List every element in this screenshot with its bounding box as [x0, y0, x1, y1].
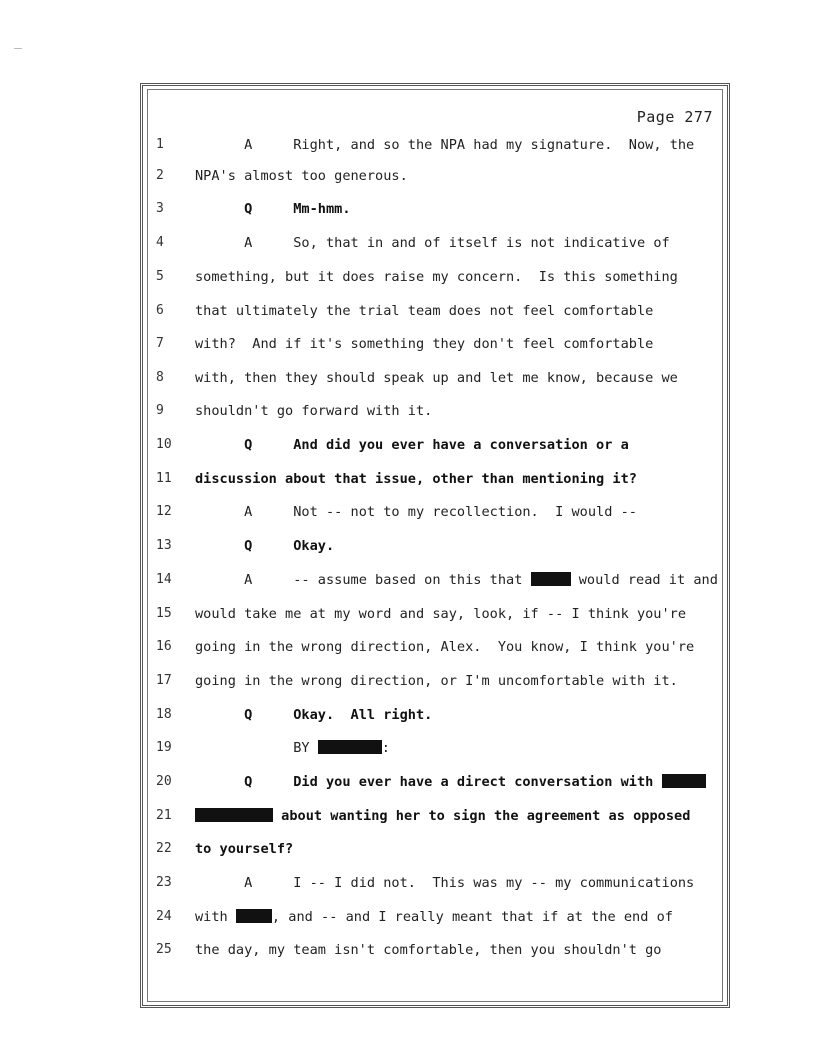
line-number: 14	[156, 572, 172, 587]
line-number: 9	[156, 403, 164, 418]
line-number: 7	[156, 336, 164, 351]
line-number: 23	[156, 875, 172, 890]
line-text: Not -- not to my recollection. I would --	[293, 504, 637, 520]
transcript-line	[195, 740, 390, 756]
transcript-line	[195, 137, 694, 153]
transcript-line	[195, 235, 670, 251]
redaction-block	[236, 909, 272, 923]
speaker-prefix: Q	[195, 707, 294, 723]
speaker-prefix: A	[195, 875, 294, 891]
line-text: with? And if it's something they don't feel comfortable	[195, 336, 654, 352]
transcript-line	[195, 269, 678, 285]
line-number: 12	[156, 504, 172, 519]
speaker-prefix: Q	[195, 437, 294, 453]
line-number: 4	[156, 235, 164, 250]
transcript-line	[195, 336, 653, 352]
redaction-block	[531, 572, 571, 586]
line-number: 3	[156, 201, 164, 216]
line-number: 21	[156, 808, 172, 823]
line-text: , and -- and I really meant that if at the end of	[271, 909, 673, 925]
line-number: 15	[156, 606, 172, 621]
line-number: 10	[156, 437, 172, 452]
line-number: 2	[156, 168, 164, 183]
transcript-line	[195, 673, 678, 689]
transcript-line	[195, 942, 662, 958]
transcript-line	[195, 303, 653, 319]
transcript-line	[195, 471, 637, 487]
line-text: Okay. All right.	[293, 707, 433, 723]
speaker-prefix: A	[195, 137, 294, 153]
line-text: about wanting her to sign the agreement as opposed	[273, 808, 691, 824]
line-number: 24	[156, 909, 172, 924]
line-number: 20	[156, 774, 172, 789]
line-text: NPA's almost too generous.	[195, 168, 408, 184]
line-text: I -- I did not. This was my -- my communications	[293, 875, 695, 891]
line-text: Mm-hmm.	[293, 201, 351, 217]
transcript-line	[195, 437, 629, 453]
line-number: 16	[156, 639, 172, 654]
transcript-line	[195, 808, 690, 824]
speaker-prefix: A	[195, 572, 294, 588]
line-text: going in the wrong direction, or I'm uncomfortable with it.	[195, 673, 678, 689]
line-text: discussion about that issue, other than mentioning it?	[195, 471, 637, 487]
transcript-line	[195, 875, 694, 891]
line-text: So, that in and of itself is not indicative of	[293, 235, 670, 251]
line-text: with	[195, 909, 236, 925]
speaker-prefix: Q	[195, 774, 294, 790]
line-number: 18	[156, 707, 172, 722]
line-number: 11	[156, 471, 172, 486]
line-number: 5	[156, 269, 164, 284]
line-number: 6	[156, 303, 164, 318]
page-number: Page 277	[636, 108, 713, 126]
line-text: going in the wrong direction, Alex. You know, I think you're	[195, 639, 695, 655]
transcript-line	[195, 639, 694, 655]
line-text: would read it and	[570, 572, 718, 588]
line-text: shouldn't go forward with it.	[195, 403, 433, 419]
line-number: 25	[156, 942, 172, 957]
line-text: that ultimately the trial team does not feel comfortable	[195, 303, 654, 319]
redaction-block	[195, 808, 273, 822]
line-number: 8	[156, 370, 164, 385]
scan-mark	[14, 48, 22, 49]
line-text: to yourself?	[195, 841, 294, 857]
line-number: 1	[156, 137, 164, 152]
line-text: with, then they should speak up and let me know, because we	[195, 370, 678, 386]
transcript-line	[195, 572, 718, 588]
transcript-line	[195, 201, 351, 217]
transcript-line	[195, 370, 678, 386]
line-number: 19	[156, 740, 172, 755]
line-text: Okay.	[293, 538, 335, 554]
speaker-prefix	[195, 740, 293, 756]
line-text: BY	[293, 740, 318, 756]
line-text: Did you ever have a direct conversation with	[293, 774, 662, 790]
line-text: -- assume based on this that	[293, 572, 531, 588]
transcript-line	[195, 504, 637, 520]
transcript-line	[195, 707, 432, 723]
speaker-prefix: A	[195, 235, 294, 251]
transcript-line	[195, 909, 673, 925]
transcript-line	[195, 538, 334, 554]
line-text: And did you ever have a conversation or a	[293, 437, 629, 453]
line-number: 13	[156, 538, 172, 553]
speaker-prefix: Q	[195, 538, 294, 554]
line-number: 17	[156, 673, 172, 688]
speaker-prefix: Q	[195, 201, 294, 217]
line-text: Right, and so the NPA had my signature. Now, the	[293, 137, 695, 153]
line-text: something, but it does raise my concern. Is this something	[195, 269, 678, 285]
transcript-line	[195, 774, 706, 790]
redaction-block	[318, 740, 382, 754]
transcript-line	[195, 841, 293, 857]
redaction-block	[662, 774, 706, 788]
line-number: 22	[156, 841, 172, 856]
speaker-prefix: A	[195, 504, 294, 520]
transcript-line	[195, 403, 432, 419]
line-text: :	[381, 740, 390, 756]
transcript-line	[195, 168, 408, 184]
line-text: would take me at my word and say, look, if -- I think you're	[195, 606, 687, 622]
transcript-line	[195, 606, 686, 622]
line-text: the day, my team isn't comfortable, then you shouldn't go	[195, 942, 662, 958]
